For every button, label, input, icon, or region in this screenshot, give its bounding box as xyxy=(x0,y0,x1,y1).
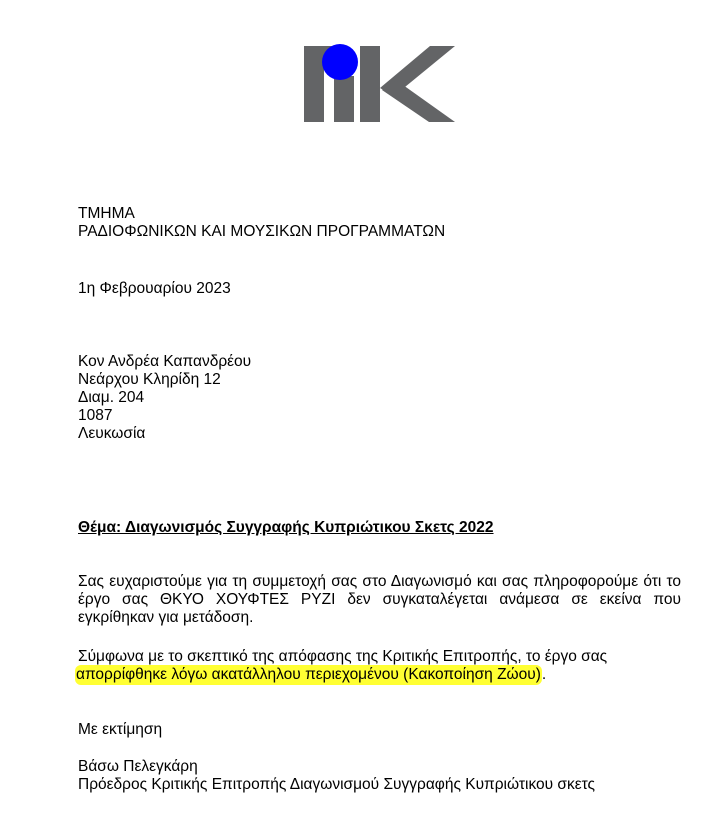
letter-date: 1η Φεβρουαρίου 2023 xyxy=(78,280,231,297)
department-line-1: ΤΜΗΜΑ xyxy=(78,205,135,222)
signature-block xyxy=(78,758,681,794)
paragraph-2-end: . xyxy=(541,666,547,683)
paragraph-2-line-1: Σύμφωνα με το σκεπτικό της απόφασης της Κριτικής Επιτροπής, το έργο σας xyxy=(78,648,608,665)
closing-salutation: Με εκτίμηση xyxy=(78,721,163,738)
rik-logo xyxy=(302,44,456,124)
logo-blue-dot xyxy=(322,44,358,80)
letter-subject-container xyxy=(78,519,681,537)
logo-letter-k-stem xyxy=(360,46,380,122)
logo-letter-k-lower-arm xyxy=(382,80,455,122)
body-paragraph-2 xyxy=(78,648,681,684)
paragraph-2-line-2 xyxy=(78,666,681,684)
recipient-city: Λευκωσία xyxy=(78,425,146,442)
department-heading xyxy=(78,205,681,241)
recipient-postcode: 1087 xyxy=(78,407,113,424)
highlighted-rejection-reason: απορρίφθηκε λόγω ακατάλληλου περιεχομένου (Κακοποίηση Ζώου) xyxy=(76,666,541,683)
signatory-name: Βάσω Πελεγκάρη xyxy=(78,758,198,775)
recipient-address xyxy=(78,353,681,443)
recipient-street: Νεάρχου Κληρίδη 12 xyxy=(78,371,221,388)
body-paragraph-1: Σας ευχαριστούμε για τη συμμετοχή σας στο Διαγωνισμό και σας πληροφορούμε ότι το έργο σας ΘΚΥΟ ΧΟΥΦΤΕΣ ΡΥΖΙ δεν συγκαταλέγεται ανάμεσα σε εκείνα που εγκρίθηκαν για μετάδοση. xyxy=(78,573,681,626)
signatory-title: Πρόεδρος Κριτικής Επιτροπής Διαγωνισμού Συγγραφής Κυπριώτικου σκετς xyxy=(78,776,596,793)
letter-subject: Θέμα: Διαγωνισμός Συγγραφής Κυπριώτικου Σκετς 2022 xyxy=(78,519,494,536)
department-line-2: ΡΑΔΙΟΦΩΝΙΚΩΝ ΚΑΙ ΜΟΥΣΙΚΩΝ ΠΡΟΓΡΑΜΜΑΤΩΝ xyxy=(78,223,446,240)
logo-letter-i-stem xyxy=(334,76,354,122)
recipient-name: Κον Ανδρέα Καπανδρέου xyxy=(78,353,252,370)
recipient-apartment: Διαμ. 204 xyxy=(78,389,145,406)
